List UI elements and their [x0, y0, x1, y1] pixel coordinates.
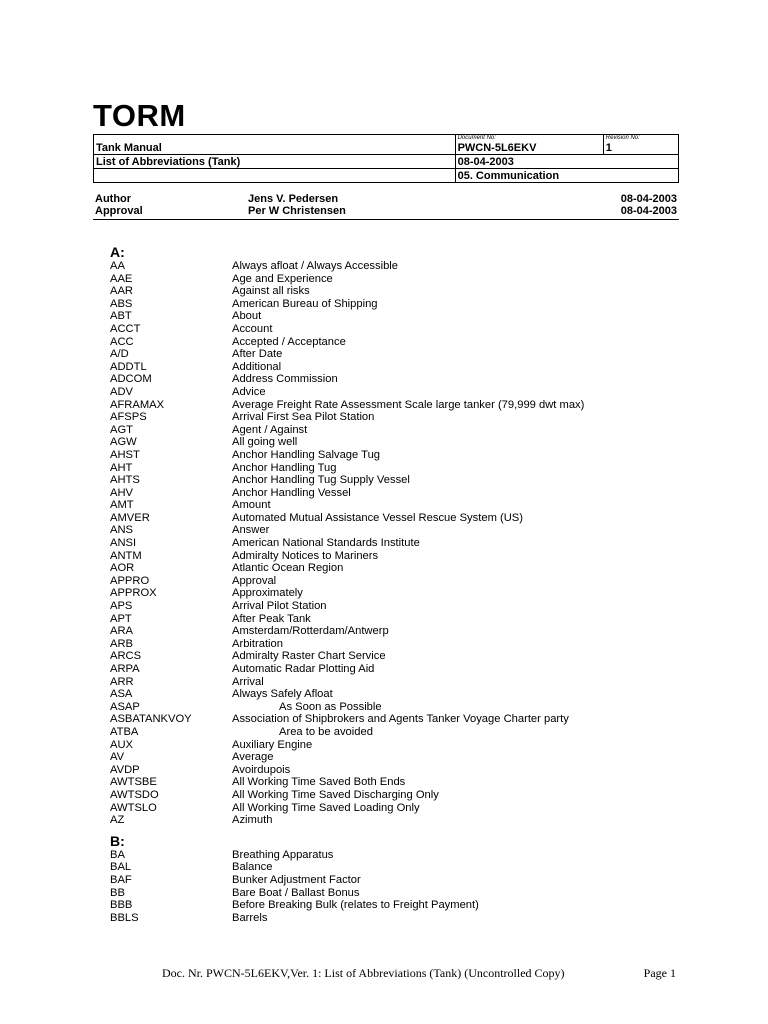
section-a-heading: A: — [110, 244, 125, 260]
abbreviation-definition: Advice — [232, 385, 266, 398]
list-item — [110, 487, 670, 500]
abbreviation-code: AMT — [110, 499, 134, 512]
abbreviation-code: ARPA — [110, 663, 140, 675]
abbreviation-definition: Admiralty Raster Chart Service — [232, 650, 386, 663]
list-item — [110, 861, 670, 874]
abbreviation-definition: Bare Boat / Ballast Bonus — [232, 886, 360, 899]
abbreviation-code: AAE — [110, 272, 133, 285]
list-item — [110, 310, 670, 323]
abbreviation-code: AMVER — [110, 511, 150, 524]
author-name: Jens V. Pedersen — [248, 193, 339, 205]
abbreviation-code: ACC — [110, 335, 134, 348]
list-item — [110, 688, 670, 701]
abbreviation-code: ARCS — [110, 650, 142, 663]
list-item — [110, 789, 670, 802]
abbreviation-definition: Automated Mutual Assistance Vessel Rescue System (US) — [232, 511, 523, 524]
abbreviation-definition: Admiralty Notices to Mariners — [232, 549, 379, 562]
abbreviation-code: ARB — [110, 637, 134, 650]
abbreviation-definition: Balance — [232, 861, 273, 874]
abbreviation-definition: Approximately — [232, 587, 303, 600]
abbreviation-code: AWTSLO — [110, 801, 157, 814]
abbreviation-code: BAL — [110, 861, 132, 874]
abbreviation-definition: All Working Time Saved Both Ends — [232, 776, 406, 789]
list-item — [110, 273, 670, 286]
abbreviation-definition: Barrels — [232, 911, 268, 924]
list-item — [110, 323, 670, 336]
abbreviation-definition: Arrival Pilot Station — [232, 600, 327, 613]
document-title: List of Abbreviations (Tank) — [94, 155, 456, 169]
document-meta — [93, 193, 679, 217]
approval-row — [93, 205, 679, 217]
list-item — [110, 537, 670, 550]
list-item — [110, 436, 670, 449]
abbreviation-definition: Additional — [232, 360, 282, 373]
abbreviation-definition: Atlantic Ocean Region — [232, 562, 344, 575]
abbreviation-definition: Average Freight Rate Assessment Scale large tanker (79,999 dwt max) — [232, 398, 585, 411]
abbreviation-definition: Azimuth — [232, 814, 273, 827]
abbreviation-code: APPROX — [110, 587, 157, 600]
abbreviation-definition: Always Safely Afloat — [232, 688, 333, 701]
abbreviation-definition: Arbitration — [232, 637, 283, 650]
document-number-cell — [455, 135, 603, 155]
abbreviation-definition: American Bureau of Shipping — [232, 297, 378, 310]
revision-number-label: Revision No: — [605, 135, 640, 141]
abbreviation-definition: Anchor Handling Tug — [232, 461, 337, 474]
abbreviation-code: AGW — [110, 436, 137, 449]
list-item — [110, 474, 670, 487]
abbreviation-definition: Bunker Adjustment Factor — [232, 873, 361, 886]
list-item — [110, 336, 670, 349]
list-item — [110, 424, 670, 437]
abbreviation-definition: American National Standards Institute — [232, 537, 420, 550]
list-item — [110, 676, 670, 689]
abbreviation-definition: Arrival — [232, 675, 264, 688]
list-item — [110, 399, 670, 412]
abbreviation-definition: Anchor Handling Vessel — [232, 486, 351, 499]
abbreviation-definition: Against all risks — [232, 285, 310, 298]
list-item — [110, 411, 670, 424]
list-item — [110, 587, 670, 600]
abbreviation-code: AGT — [110, 423, 133, 436]
abbreviation-code: AHT — [110, 461, 133, 474]
approval-date: 08-04-2003 — [620, 205, 677, 217]
abbreviation-definition: As Soon as Possible — [279, 700, 382, 713]
list-item — [110, 285, 670, 298]
abbreviation-code: BAF — [110, 873, 132, 886]
abbreviation-definition: All going well — [232, 436, 298, 449]
abbreviation-code: AFRAMAX — [110, 398, 165, 411]
footer-page-number: Page 1 — [643, 966, 676, 980]
list-item — [110, 713, 670, 726]
abbreviation-code: ADV — [110, 385, 134, 398]
abbreviation-code: AZ — [110, 814, 125, 827]
abbreviation-definition: Agent / Against — [232, 423, 308, 436]
list-item — [110, 499, 670, 512]
abbreviation-definition: Answer — [232, 524, 270, 537]
document-date: 08-04-2003 — [455, 155, 678, 169]
manual-name: Tank Manual — [94, 135, 456, 155]
list-item — [110, 726, 670, 739]
abbreviation-definition: About — [232, 310, 262, 323]
list-item — [110, 650, 670, 663]
abbreviation-code: ACCT — [110, 322, 141, 335]
abbreviation-definition: Age and Experience — [232, 272, 333, 285]
abbreviation-code: ASA — [110, 688, 133, 701]
abbreviation-code: AFSPS — [110, 411, 147, 424]
abbreviation-definition: Amsterdam/Rotterdam/Antwerp — [232, 625, 389, 638]
section-b-entries — [110, 849, 670, 925]
list-item — [110, 600, 670, 613]
abbreviation-definition: Account — [232, 322, 273, 335]
list-item — [110, 638, 670, 651]
abbreviation-code: ANTM — [110, 549, 142, 562]
abbreviation-definition: Arrival First Sea Pilot Station — [232, 411, 375, 424]
abbreviation-code: BBLS — [110, 911, 139, 924]
abbreviation-code: AWTSDO — [110, 788, 159, 801]
abbreviation-code: ANSI — [110, 537, 137, 550]
list-item — [110, 562, 670, 575]
list-item — [110, 701, 670, 714]
document-header-table — [93, 134, 679, 183]
abbreviation-code: A/D — [110, 348, 129, 361]
list-item — [110, 462, 670, 475]
abbreviation-code: AWTSBE — [110, 776, 157, 789]
abbreviation-code: AV — [110, 751, 125, 764]
abbreviation-code: ADDTL — [110, 360, 147, 373]
abbreviation-code: ARA — [110, 625, 134, 638]
header-empty-cell — [94, 169, 456, 183]
abbreviation-code: AHTS — [110, 474, 140, 487]
abbreviation-code: ABS — [110, 297, 133, 310]
abbreviation-code: AVDP — [110, 763, 140, 776]
list-item — [110, 361, 670, 374]
approval-name: Per W Christensen — [248, 205, 346, 217]
abbreviation-code: APPRO — [110, 574, 150, 587]
abbreviation-definition: Accepted / Acceptance — [232, 335, 346, 348]
list-item — [110, 386, 670, 399]
abbreviation-definition: After Peak Tank — [232, 612, 311, 625]
footer-document-reference: Doc. Nr. PWCN-5L6EKV,Ver. 1: List of Abbreviations (Tank) (Uncontrolled Copy) — [162, 966, 565, 980]
document-chapter: 05. Communication — [455, 169, 678, 183]
abbreviation-definition: All Working Time Saved Discharging Only — [232, 788, 439, 801]
abbreviation-definition: Amount — [232, 499, 271, 512]
abbreviation-code: AAR — [110, 285, 134, 298]
company-logo: TORM — [93, 98, 186, 133]
list-item — [110, 512, 670, 525]
abbreviation-code: AHV — [110, 486, 134, 499]
list-item — [110, 449, 670, 462]
abbreviation-definition: Approval — [232, 574, 277, 587]
list-item — [110, 373, 670, 386]
abbreviation-definition: After Date — [232, 348, 283, 361]
section-b-heading: B: — [110, 832, 125, 849]
revision-number-cell — [603, 135, 678, 155]
list-item — [110, 814, 670, 827]
abbreviation-code: ARR — [110, 675, 134, 688]
list-item — [110, 739, 670, 752]
abbreviation-code: BB — [110, 886, 125, 899]
list-item — [110, 260, 670, 273]
author-date: 08-04-2003 — [620, 193, 677, 205]
abbreviation-code: ADCOM — [110, 373, 152, 386]
list-item — [110, 613, 670, 626]
approval-label: Approval — [95, 205, 143, 217]
abbreviation-code: APT — [110, 612, 132, 625]
list-item — [110, 802, 670, 815]
list-item — [110, 751, 670, 764]
list-item — [110, 764, 670, 777]
abbreviation-definition: Address Commission — [232, 373, 338, 386]
abbreviation-definition: All Working Time Saved Loading Only — [232, 801, 420, 814]
abbreviation-code: AA — [110, 260, 125, 272]
abbreviation-definition: Always afloat / Always Accessible — [232, 260, 399, 272]
abbreviation-definition: Auxiliary Engine — [232, 738, 313, 751]
abbreviation-code: BBB — [110, 899, 133, 912]
document-number-label: Document No: — [457, 135, 496, 141]
abbreviation-definition: Avoirdupois — [232, 763, 291, 776]
abbreviation-code: AUX — [110, 738, 134, 751]
abbreviation-list — [110, 244, 670, 924]
list-item — [110, 625, 670, 638]
revision-number: 1 — [605, 142, 612, 154]
list-item — [110, 663, 670, 676]
abbreviation-code: ABT — [110, 310, 132, 323]
section-a-entries — [110, 260, 670, 827]
abbreviation-definition: Area to be avoided — [279, 725, 373, 738]
list-item — [110, 575, 670, 588]
document-number: PWCN-5L6EKV — [457, 142, 537, 154]
list-item — [110, 874, 670, 887]
abbreviation-code: ASAP — [110, 700, 140, 713]
abbreviation-code: BA — [110, 848, 125, 861]
abbreviation-definition: Anchor Handling Tug Supply Vessel — [232, 474, 410, 487]
author-label: Author — [95, 193, 132, 205]
abbreviation-code: ATBA — [110, 725, 139, 738]
list-item — [110, 899, 670, 912]
abbreviation-code: AOR — [110, 562, 135, 575]
list-item — [110, 912, 670, 925]
abbreviation-code: APS — [110, 600, 133, 613]
list-item — [110, 298, 670, 311]
abbreviation-code: ANS — [110, 524, 134, 537]
list-item — [110, 849, 670, 862]
list-item — [110, 550, 670, 563]
abbreviation-definition: Anchor Handling Salvage Tug — [232, 448, 381, 461]
abbreviation-definition: Average — [232, 751, 274, 764]
author-row — [93, 193, 679, 205]
list-item — [110, 776, 670, 789]
abbreviation-definition: Before Breaking Bulk (relates to Freight Payment) — [232, 899, 479, 912]
abbreviation-code: AHST — [110, 448, 140, 461]
list-item — [110, 887, 670, 900]
abbreviation-code: ASBATANKVOY — [110, 713, 192, 726]
abbreviation-definition: Breathing Apparatus — [232, 848, 334, 861]
list-item — [110, 348, 670, 361]
abbreviation-definition: Association of Shipbrokers and Agents Tanker Voyage Charter party — [232, 713, 569, 726]
abbreviation-definition: Automatic Radar Plotting Aid — [232, 663, 375, 675]
list-item — [110, 524, 670, 537]
header-divider — [93, 219, 679, 220]
